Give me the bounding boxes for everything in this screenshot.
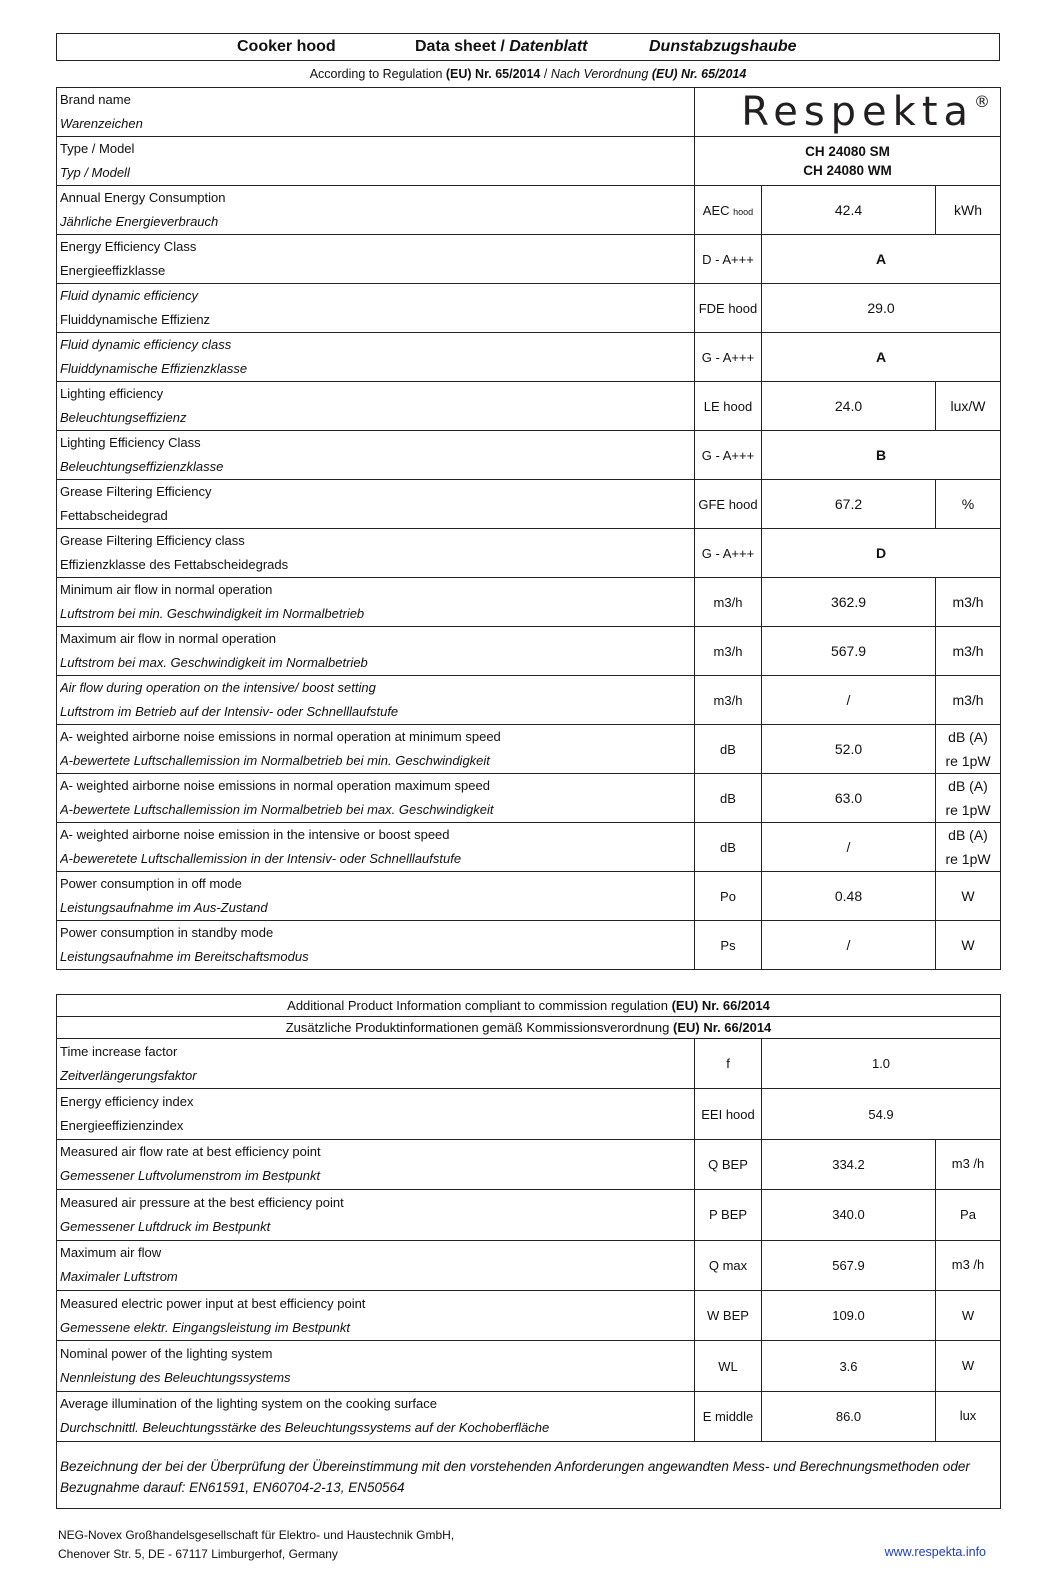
row-label-en: Energy efficiency index xyxy=(60,1094,194,1110)
value-cell: 63.0 xyxy=(762,774,936,823)
unit-cell: m3/h xyxy=(936,578,1001,627)
model-row xyxy=(57,137,1001,186)
brand-label-en: Brand name xyxy=(60,92,131,107)
table-row xyxy=(57,235,1001,284)
company-address: Chenover Str. 5, DE - 67117 Limburgerhof, Germany xyxy=(58,1547,338,1561)
row-label-de: Luftstrom bei max. Geschwindigkeit im Normalbetrieb xyxy=(60,655,368,670)
title-dunstabzugshaube: Dunstabzugshaube xyxy=(649,38,797,55)
symbol-cell: Ps xyxy=(695,921,762,970)
table-row xyxy=(57,921,1001,970)
title-data-sheet: Data sheet / Datenblatt xyxy=(415,38,588,55)
row-label-de: Effizienzklasse des Fettabscheidegrads xyxy=(60,557,289,572)
row-label-en: Measured air flow rate at best efficiency point xyxy=(60,1144,321,1160)
row-label-en: Power consumption in standby mode xyxy=(60,925,274,940)
row-label-en: Time increase factor xyxy=(60,1043,178,1059)
model-label-en: Type / Model xyxy=(60,141,135,156)
symbol-cell: dB xyxy=(695,823,762,872)
row-label-de: A-bewertete Luftschallemission im Normalbetrieb bei max. Geschwindigkeit xyxy=(60,802,494,817)
row-label-de: Energieeffizklasse xyxy=(60,263,166,278)
value-cell: 29.0 xyxy=(762,284,1001,333)
table-row xyxy=(57,186,1001,235)
unit-cell: dB (A) re 1pW xyxy=(936,725,1001,774)
row-label-en: Grease Filtering Efficiency xyxy=(60,484,212,499)
table-row xyxy=(57,823,1001,872)
value-cell: 3.6 xyxy=(762,1341,936,1391)
row-label-en: Fluid dynamic efficiency xyxy=(60,288,198,303)
value-cell: 86.0 xyxy=(762,1391,936,1441)
table-row xyxy=(57,1039,1001,1089)
row-label-de: Luftstrom bei min. Geschwindigkeit im Normalbetrieb xyxy=(60,606,365,621)
value-cell: / xyxy=(762,921,936,970)
row-label-de: Leistungsaufnahme im Aus-Zustand xyxy=(60,900,268,915)
respekta-logo: Respekta® xyxy=(695,88,1001,137)
symbol-cell: P BEP xyxy=(695,1190,762,1240)
row-label-de: Gemessener Luftvolumenstrom im Bestpunkt xyxy=(60,1168,321,1184)
symbol-cell: WL xyxy=(695,1341,762,1391)
symbol-cell: G - A+++ xyxy=(695,431,762,480)
table-row xyxy=(57,627,1001,676)
row-label-en: Maximum air flow in normal operation xyxy=(60,631,277,646)
row-label-de: Gemessene elektr. Eingangsleistung im Bestpunkt xyxy=(60,1319,351,1335)
symbol-cell: dB xyxy=(695,725,762,774)
website-link[interactable]: www.respekta.info xyxy=(884,1545,986,1559)
row-label-en: Minimum air flow in normal operation xyxy=(60,582,273,597)
unit-cell: Pa xyxy=(936,1190,1001,1240)
table-row xyxy=(57,774,1001,823)
row-label-en: Nominal power of the lighting system xyxy=(60,1346,273,1362)
value-cell: 54.9 xyxy=(762,1089,1001,1139)
table-row xyxy=(57,333,1001,382)
value-cell: 0.48 xyxy=(762,872,936,921)
row-label-de: Energieeffizienzindex xyxy=(60,1118,184,1134)
row-label-de: Fluiddynamische Effizienzklasse xyxy=(60,361,248,376)
symbol-cell: G - A+++ xyxy=(695,529,762,578)
document-title-bar xyxy=(56,33,1000,61)
symbol-cell: m3/h xyxy=(695,627,762,676)
symbol-cell: f xyxy=(695,1039,762,1089)
row-label-en: Air flow during operation on the intensive/ boost setting xyxy=(60,680,376,695)
additional-info-table xyxy=(56,994,1001,1509)
table-row xyxy=(57,872,1001,921)
row-label-en: Power consumption in off mode xyxy=(60,876,242,891)
table-row xyxy=(57,431,1001,480)
table-row xyxy=(57,676,1001,725)
symbol-cell: m3/h xyxy=(695,676,762,725)
table-row xyxy=(57,1139,1001,1189)
row-label-en: A- weighted airborne noise emissions in normal operation maximum speed xyxy=(60,778,490,793)
table-row xyxy=(57,1290,1001,1340)
row-label-en: Measured air pressure at the best efficiency point xyxy=(60,1194,344,1210)
value-cell: 567.9 xyxy=(762,627,936,676)
row-label-en: Energy Efficiency Class xyxy=(60,239,197,254)
row-label-de: Gemessener Luftdruck im Bestpunkt xyxy=(60,1218,271,1234)
table-row xyxy=(57,529,1001,578)
class-value: A xyxy=(762,235,1001,284)
row-label-de: Luftstrom im Betrieb auf der Intensiv- oder Schnelllaufstufe xyxy=(60,704,399,719)
symbol-cell: D - A+++ xyxy=(695,235,762,284)
class-value: A xyxy=(762,333,1001,382)
symbol-cell: Q BEP xyxy=(695,1139,762,1189)
model-numbers: CH 24080 SM CH 24080 WM xyxy=(695,137,1001,186)
unit-cell: m3 /h xyxy=(936,1139,1001,1189)
value-cell: 567.9 xyxy=(762,1240,936,1290)
row-label-en: A- weighted airborne noise emission in the intensive or boost speed xyxy=(60,827,450,842)
row-label-de: A-bewertete Luftschallemission im Normalbetrieb bei min. Geschwindigkeit xyxy=(60,753,490,768)
row-label-de: Leistungsaufnahme im Bereitschaftsmodus xyxy=(60,949,309,964)
unit-cell: W xyxy=(936,1341,1001,1391)
value-cell: 1.0 xyxy=(762,1039,1001,1089)
symbol-cell: G - A+++ xyxy=(695,333,762,382)
row-label-de: Fettabscheidegrad xyxy=(60,508,168,523)
symbol-cell: W BEP xyxy=(695,1290,762,1340)
row-label-de: Fluiddynamische Effizienz xyxy=(60,312,211,327)
unit-cell: m3/h xyxy=(936,627,1001,676)
company-name: NEG-Novex Großhandelsgesellschaft für Elektro- und Haustechnik GmbH, xyxy=(58,1528,455,1542)
row-label-de: Beleuchtungseffizienz xyxy=(60,410,187,425)
row-label-en: Lighting Efficiency Class xyxy=(60,435,201,450)
title-cooker-hood: Cooker hood xyxy=(237,38,336,55)
value-cell: 340.0 xyxy=(762,1190,936,1240)
unit-cell: lux/W xyxy=(936,382,1001,431)
row-label-en: Grease Filtering Efficiency class xyxy=(60,533,245,548)
additional-info-header-en: Additional Product Information compliant to commission regulation (EU) Nr. 66/2014 xyxy=(57,995,1001,1017)
table-row xyxy=(57,1240,1001,1290)
table-row xyxy=(57,284,1001,333)
unit-cell: m3 /h xyxy=(936,1240,1001,1290)
unit-cell: W xyxy=(936,921,1001,970)
row-label-de: Zeitverlängerungsfaktor xyxy=(60,1067,197,1083)
regulation-line: According to Regulation (EU) Nr. 65/2014 / Nach Verordnung (EU) Nr. 65/2014 xyxy=(309,67,747,81)
table-row xyxy=(57,1391,1001,1441)
row-label-de: Beleuchtungseffizienzklasse xyxy=(60,459,224,474)
row-label-en: Fluid dynamic efficiency class xyxy=(60,337,232,352)
value-cell: / xyxy=(762,676,936,725)
value-cell: 24.0 xyxy=(762,382,936,431)
energy-data-table xyxy=(56,87,1001,970)
brand-row xyxy=(57,88,1001,137)
unit-cell: W xyxy=(936,1290,1001,1340)
value-cell: 67.2 xyxy=(762,480,936,529)
unit-cell: % xyxy=(936,480,1001,529)
symbol-cell: LE hood xyxy=(695,382,762,431)
row-label-en: Annual Energy Consumption xyxy=(60,190,226,205)
row-label-de: Nennleistung des Beleuchtungssystems xyxy=(60,1370,291,1386)
symbol-cell: EEI hood xyxy=(695,1089,762,1139)
value-cell: 109.0 xyxy=(762,1290,936,1340)
table-row xyxy=(57,382,1001,431)
measurement-methods-note: Bezeichnung der bei der Überprüfung der Übereinstimmung mit den vorstehenden Anforderungen angewandten Mess- und Berechnungsmethoden oder Bezugnahme darauf: EN61591, EN60704-2-13, EN50564 xyxy=(57,1442,1001,1509)
symbol-cell: Q max xyxy=(695,1240,762,1290)
brand-label-de: Warenzeichen xyxy=(60,116,143,131)
table-row xyxy=(57,725,1001,774)
row-label-de: Jährliche Energieverbrauch xyxy=(60,214,219,229)
symbol-cell: GFE hood xyxy=(695,480,762,529)
symbol-cell: dB xyxy=(695,774,762,823)
unit-cell: W xyxy=(936,872,1001,921)
unit-cell: dB (A) re 1pW xyxy=(936,774,1001,823)
value-cell: 334.2 xyxy=(762,1139,936,1189)
unit-cell: lux xyxy=(936,1391,1001,1441)
model-label-de: Typ / Modell xyxy=(60,165,130,180)
symbol-cell: m3/h xyxy=(695,578,762,627)
row-label-en: Lighting efficiency xyxy=(60,386,164,401)
table-row xyxy=(57,1089,1001,1139)
row-label-en: Measured electric power input at best efficiency point xyxy=(60,1295,366,1311)
unit-cell: dB (A) re 1pW xyxy=(936,823,1001,872)
symbol-cell: Po xyxy=(695,872,762,921)
table-row xyxy=(57,1190,1001,1240)
row-label-en: Average illumination of the lighting system on the cooking surface xyxy=(60,1396,437,1412)
table-row xyxy=(57,480,1001,529)
symbol-cell: E middle xyxy=(695,1391,762,1441)
row-label-de: Durchschnittl. Beleuchtungsstärke des Beleuchtungssystems auf der Kochoberfläche xyxy=(60,1420,550,1436)
row-label-en: A- weighted airborne noise emissions in normal operation at minimum speed xyxy=(60,729,501,744)
row-label-de: A-beweretete Luftschallemission in der Intensiv- oder Schnelllaufstufe xyxy=(60,851,462,866)
class-value: B xyxy=(762,431,1001,480)
additional-info-header-de: Zusätzliche Produktinformationen gemäß Kommissionsverordnung (EU) Nr. 66/2014 xyxy=(57,1017,1001,1039)
unit-cell: kWh xyxy=(936,186,1001,235)
value-cell: / xyxy=(762,823,936,872)
table-row xyxy=(57,578,1001,627)
value-cell: 362.9 xyxy=(762,578,936,627)
value-cell: 42.4 xyxy=(762,186,936,235)
class-value: D xyxy=(762,529,1001,578)
row-label-de: Maximaler Luftstrom xyxy=(60,1269,178,1285)
value-cell: 52.0 xyxy=(762,725,936,774)
row-label-en: Maximum air flow xyxy=(60,1245,162,1261)
company-footer xyxy=(58,1526,454,1564)
unit-cell: m3/h xyxy=(936,676,1001,725)
table-row xyxy=(57,1341,1001,1391)
symbol-cell: AEC hood xyxy=(695,186,762,235)
symbol-cell: FDE hood xyxy=(695,284,762,333)
